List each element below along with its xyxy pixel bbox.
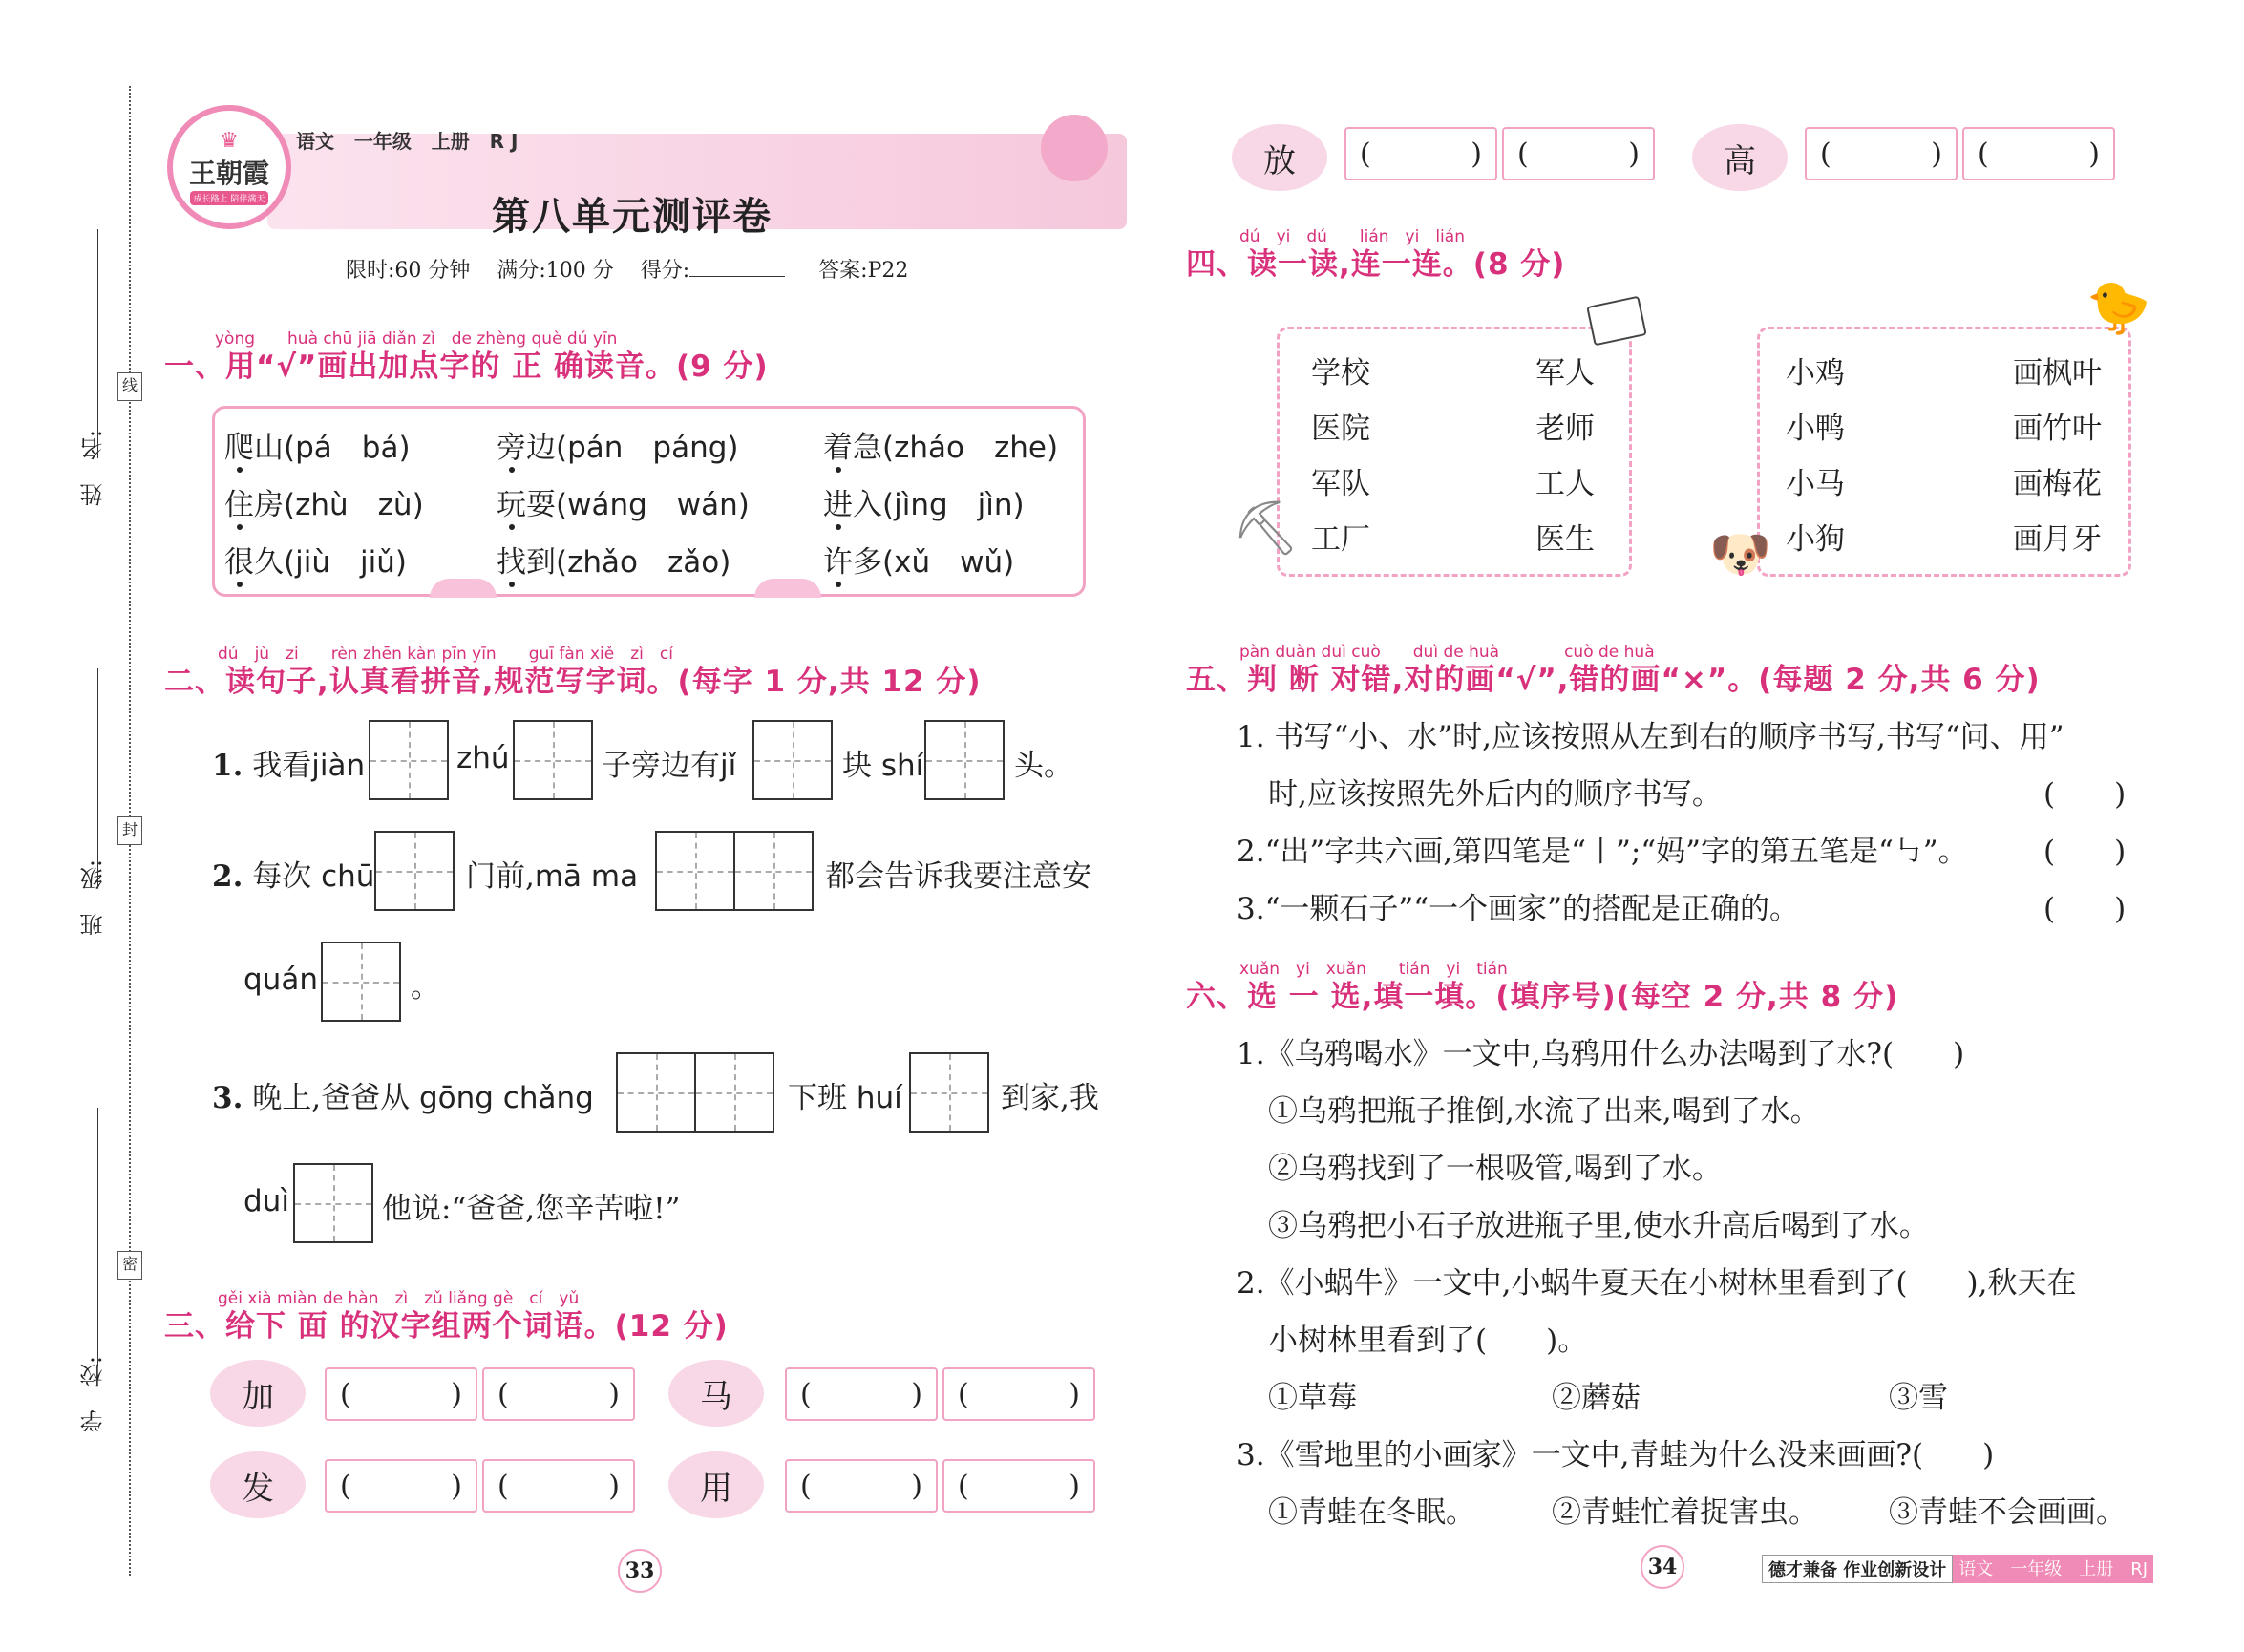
s2-q1-text-a: 我看 [252, 749, 312, 783]
footer-brand: 德才兼备 作业创新设计 [1762, 1555, 1953, 1583]
s2-q2-end: 。 [411, 970, 440, 1005]
logo-motto: 成长路上 陪伴满天 [190, 191, 269, 205]
s5-q2-paren[interactable]: ( ) [2043, 835, 2127, 869]
top-char-2: 高 [1692, 124, 1788, 191]
s5-q1-paren[interactable]: ( ) [2043, 777, 2127, 812]
s6-q3-opt-2: ②青蛙忙着捉害虫。 [1552, 1495, 1818, 1530]
s1-item[interactable] [497, 480, 750, 523]
s1-options: (zháo zhe) [882, 431, 1059, 465]
s1-item[interactable] [497, 423, 739, 466]
name-label: 姓 名: [80, 430, 107, 507]
s2-pinyin: dú jù zi rèn zhēn kàn pīn yīn guī fàn xiě zì cí [218, 645, 673, 664]
s1-options: (wáng wán) [556, 488, 750, 522]
s6-q3: 3.《雪地里的小画家》一文中,青蛙为什么没来画画?( ) [1237, 1438, 1995, 1472]
s1-word: 进入 [823, 488, 882, 522]
class-label: 班 级: [80, 859, 107, 937]
top-char-1: 放 [1232, 124, 1327, 191]
binding-mark-seal: 封 [117, 816, 142, 845]
s5-q3: 3.“一颗石子”“一个画家”的搭配是正确的。 [1237, 892, 1799, 926]
s1-box-ornament-1 [430, 579, 497, 598]
s1-item[interactable] [224, 480, 424, 523]
s6-q2-opt-2: ②蘑菇 [1552, 1381, 1641, 1415]
s2-q1-py1: jiàn [311, 749, 366, 783]
answer-bracket[interactable]: ( ) [1502, 127, 1655, 180]
answer-bracket[interactable]: ( ) [1344, 127, 1497, 180]
s5-q2: 2.“出”字共六画,第四笔是“丨”;“妈”字的第五笔是“㇉”。 [1237, 835, 1968, 869]
notebook-decoration [1586, 296, 1647, 347]
s2-q1-end: 头。 [1014, 749, 1073, 783]
s6-q2b: 小树林里看到了( )。 [1268, 1324, 1588, 1358]
s6-pinyin: xuǎn yi xuǎn tián yi tián [1239, 960, 1508, 979]
header-sun-decoration [1041, 115, 1108, 181]
s4-pinyin: dú yi dú lián yi lián [1239, 227, 1465, 246]
s6-q2a: 2.《小蜗牛》一文中,小蜗牛夏天在小树林里看到了( ),秋天在 [1237, 1266, 2077, 1301]
s1-options: (pán páng) [556, 431, 739, 465]
s2-q3-text-b: 下班 [788, 1081, 847, 1115]
match-item[interactable]: 画月牙 [2013, 522, 2102, 557]
s2-q3-text-a: 晚上,爸爸从 [252, 1081, 411, 1115]
footer-tag: 语文 一年级 上册 RJ [1953, 1555, 2153, 1583]
s3-char-3: 发 [210, 1451, 306, 1518]
tian-box[interactable] [369, 720, 449, 800]
s3-char-2: 马 [668, 1360, 764, 1427]
s6-heading: 六、选 一 选,填一填。(填序号)(每空 2 分,共 8 分) [1186, 980, 1899, 1014]
pickaxe-icon: ⛏ [1232, 498, 1301, 560]
exam-meta [346, 254, 908, 284]
tian-box[interactable] [513, 720, 593, 800]
s6-q1-opt-2: ②乌鸦找到了一根吸管,喝到了水。 [1268, 1152, 1722, 1186]
answer-bracket[interactable]: ( ) [785, 1459, 938, 1513]
page-number-left: 33 [618, 1549, 662, 1593]
s1-word: 许多 [823, 545, 882, 580]
s1-item[interactable] [823, 538, 1014, 581]
s1-word: 找到 [497, 545, 556, 580]
tian-box[interactable] [694, 1052, 774, 1133]
s1-word: 着急 [823, 431, 882, 465]
answer-bracket[interactable]: ( ) [482, 1367, 635, 1421]
match-item[interactable]: 医院 [1311, 412, 1370, 446]
s1-item[interactable] [224, 423, 411, 466]
binding-mark-secret: 密 [117, 1251, 142, 1280]
page-number-right: 34 [1641, 1545, 1684, 1589]
answer-ref: 答案:P22 [818, 259, 909, 283]
s2-q2-b [466, 852, 638, 895]
s5-heading: 五、判 断 对错,对的画“√”,错的画“×”。(每题 2 分,共 6 分) [1186, 663, 2041, 697]
s1-word: 住房 [224, 488, 284, 522]
s1-options: (pá bá) [284, 431, 411, 465]
s5-q3-paren[interactable]: ( ) [2043, 892, 2127, 926]
match-item[interactable]: 画枫叶 [2013, 356, 2102, 391]
s2-q3 [212, 1073, 594, 1116]
s2-q2-py1: chū [321, 859, 375, 894]
s6-q1-opt-1: ①乌鸦把瓶子推倒,水流了出来,喝到了水。 [1268, 1094, 1820, 1129]
s2-q3-b [788, 1073, 902, 1116]
class-line [97, 668, 98, 888]
s5-pinyin: pàn duàn duì cuò duì de huà cuò de huà [1239, 643, 1655, 662]
s1-word: 旁边 [497, 431, 556, 465]
s5-q1b: 时,应该按照先外后内的顺序书写。 [1268, 777, 1722, 812]
answer-bracket[interactable]: ( ) [942, 1459, 1095, 1513]
time-limit: 限时:60 分钟 [346, 259, 471, 283]
header-subject: 语文 [296, 130, 334, 153]
match-item[interactable]: 工厂 [1311, 522, 1370, 557]
s6-q1-opt-3: ③乌鸦把小石子放进瓶子里,使水升高后喝到了水。 [1268, 1209, 1929, 1243]
match-item[interactable]: 医生 [1535, 522, 1595, 557]
school-label: 学 校: [80, 1356, 107, 1433]
header-grade: 一年级 [353, 130, 412, 153]
tian-box[interactable] [752, 720, 833, 800]
s3-heading: 三、给下 面 的汉字组两个词语。(12 分) [164, 1309, 729, 1344]
tian-box[interactable] [293, 1163, 373, 1243]
s2-q2-num: 2. [212, 859, 243, 894]
score-label: 得分: [640, 259, 690, 283]
s1-word: 玩耍 [497, 488, 556, 522]
s1-heading: 一、用“√”画出加点字的 正 确读音。(9 分) [164, 349, 769, 384]
s2-q3-num: 3. [212, 1081, 243, 1115]
puppy-icon: 🐶 [1709, 526, 1771, 583]
binding-mark-line: 线 [117, 372, 142, 401]
s2-q1-mid [602, 741, 736, 784]
s2-q3-py3: duì [243, 1184, 289, 1218]
s1-word: 很久 [224, 545, 284, 580]
s2-q1-text-c: 块 [842, 749, 872, 783]
school-line [97, 1108, 98, 1366]
s1-options: (jiù jiǔ) [284, 545, 407, 580]
tian-box[interactable] [374, 831, 455, 911]
tian-box[interactable] [924, 720, 1005, 800]
match-item[interactable]: 小鸭 [1786, 412, 1845, 446]
s1-pinyin: yòng huà chū jiā diǎn zì de zhèng què dú yīn [215, 329, 618, 349]
s1-word: 爬山 [224, 431, 284, 465]
s1-options: (zhù zù) [284, 488, 424, 522]
s3-char-1: 加 [210, 1360, 306, 1427]
answer-bracket[interactable]: ( ) [785, 1367, 938, 1421]
s2-q2-py2: mā ma [534, 859, 639, 894]
match-item[interactable]: 老师 [1535, 412, 1595, 446]
s1-item[interactable] [823, 423, 1058, 466]
header-volume: 上册 [431, 130, 470, 153]
tian-box[interactable] [909, 1052, 989, 1133]
score-blank[interactable] [689, 276, 785, 277]
s2-q1-py3: jǐ [720, 749, 737, 783]
s3-pinyin: gěi xià miàn de hàn zì zǔ liǎng gè cí yǔ [218, 1289, 580, 1308]
s1-options: (xǔ wǔ) [882, 545, 1015, 580]
answer-bracket[interactable]: ( ) [482, 1459, 635, 1513]
header-edition: R J [489, 130, 519, 153]
s2-q2-c: 都会告诉我要注意安 [825, 859, 1091, 894]
header-meta [296, 126, 518, 154]
s2-q3-py1: gōng chǎng [418, 1081, 594, 1115]
answer-bracket[interactable]: ( ) [325, 1459, 477, 1513]
tian-box[interactable] [616, 1052, 696, 1133]
s2-q2-text-a: 每次 [252, 859, 312, 894]
match-item[interactable]: 学校 [1311, 356, 1370, 391]
match-item[interactable]: 工人 [1535, 467, 1595, 501]
s1-item[interactable] [224, 538, 407, 581]
s2-q1-py4: shí [880, 749, 924, 783]
s6-q3-opt-3: ③青蛙不会画画。 [1889, 1495, 2126, 1530]
s5-q1a: 1. 书写“小、水”时,应该按照从左到右的顺序书写,书写“问、用” [1237, 720, 2064, 754]
match-item[interactable]: 军队 [1311, 467, 1370, 501]
s1-item[interactable] [823, 480, 1025, 523]
tian-box[interactable] [733, 831, 814, 911]
s2-q2-text-b: 门前, [466, 859, 535, 894]
answer-bracket[interactable]: ( ) [1962, 127, 2115, 180]
s2-q3-py2: huí [856, 1081, 902, 1115]
match-item[interactable]: 小鸡 [1786, 356, 1845, 391]
s1-options: (jìng jìn) [882, 488, 1025, 522]
footer [1762, 1555, 2153, 1583]
s3-char-4: 用 [668, 1451, 764, 1518]
full-score: 满分:100 分 [497, 259, 614, 283]
s6-q3-opt-1: ①青蛙在冬眠。 [1268, 1495, 1475, 1530]
answer-bracket[interactable]: ( ) [942, 1367, 1095, 1421]
s6-q2-opt-1: ①草莓 [1268, 1381, 1357, 1415]
page-title: 第八单元测评卷 [492, 195, 773, 239]
s2-q2 [212, 852, 374, 895]
s2-q1-c [842, 741, 923, 784]
match-item[interactable]: 小马 [1786, 467, 1845, 501]
match-item[interactable]: 军人 [1535, 356, 1595, 391]
answer-bracket[interactable]: ( ) [1805, 127, 1958, 180]
s2-q1 [212, 741, 365, 784]
logo-crown-icon: ♛ [220, 129, 239, 153]
s6-q2-opt-3: ③雪 [1889, 1381, 1948, 1415]
tian-box[interactable] [655, 831, 735, 911]
s1-box-ornament-2 [754, 579, 821, 598]
s1-item[interactable] [497, 538, 730, 581]
s2-q3-end: 他说:“爸爸,您辛苦啦!” [382, 1192, 681, 1226]
s2-q1-num: 1. [212, 749, 243, 783]
logo [167, 105, 291, 229]
s1-options: (zhǎo zǎo) [556, 545, 731, 580]
s6-q1: 1.《乌鸦喝水》一文中,乌鸦用什么办法喝到了水?( ) [1237, 1037, 1965, 1071]
chick-icon: 🐤 [2086, 277, 2151, 337]
s4-heading: 四、读一读,连一连。(8 分) [1186, 247, 1566, 282]
match-item[interactable]: 画梅花 [2013, 467, 2102, 501]
logo-text: 王朝霞 [188, 158, 269, 189]
s2-q1-py2: zhú [456, 741, 510, 775]
s2-q1-text-b: 子旁边有 [602, 749, 720, 783]
s2-heading: 二、读句子,认真看拼音,规范写字词。(每字 1 分,共 12 分) [164, 665, 982, 699]
match-item[interactable]: 小狗 [1786, 522, 1845, 557]
tian-box[interactable] [321, 942, 401, 1022]
name-line [97, 229, 98, 458]
s2-q2-py3: quán [243, 963, 318, 997]
s2-q3-c: 到家,我 [1001, 1081, 1099, 1115]
answer-bracket[interactable]: ( ) [325, 1367, 477, 1421]
match-item[interactable]: 画竹叶 [2013, 412, 2102, 446]
